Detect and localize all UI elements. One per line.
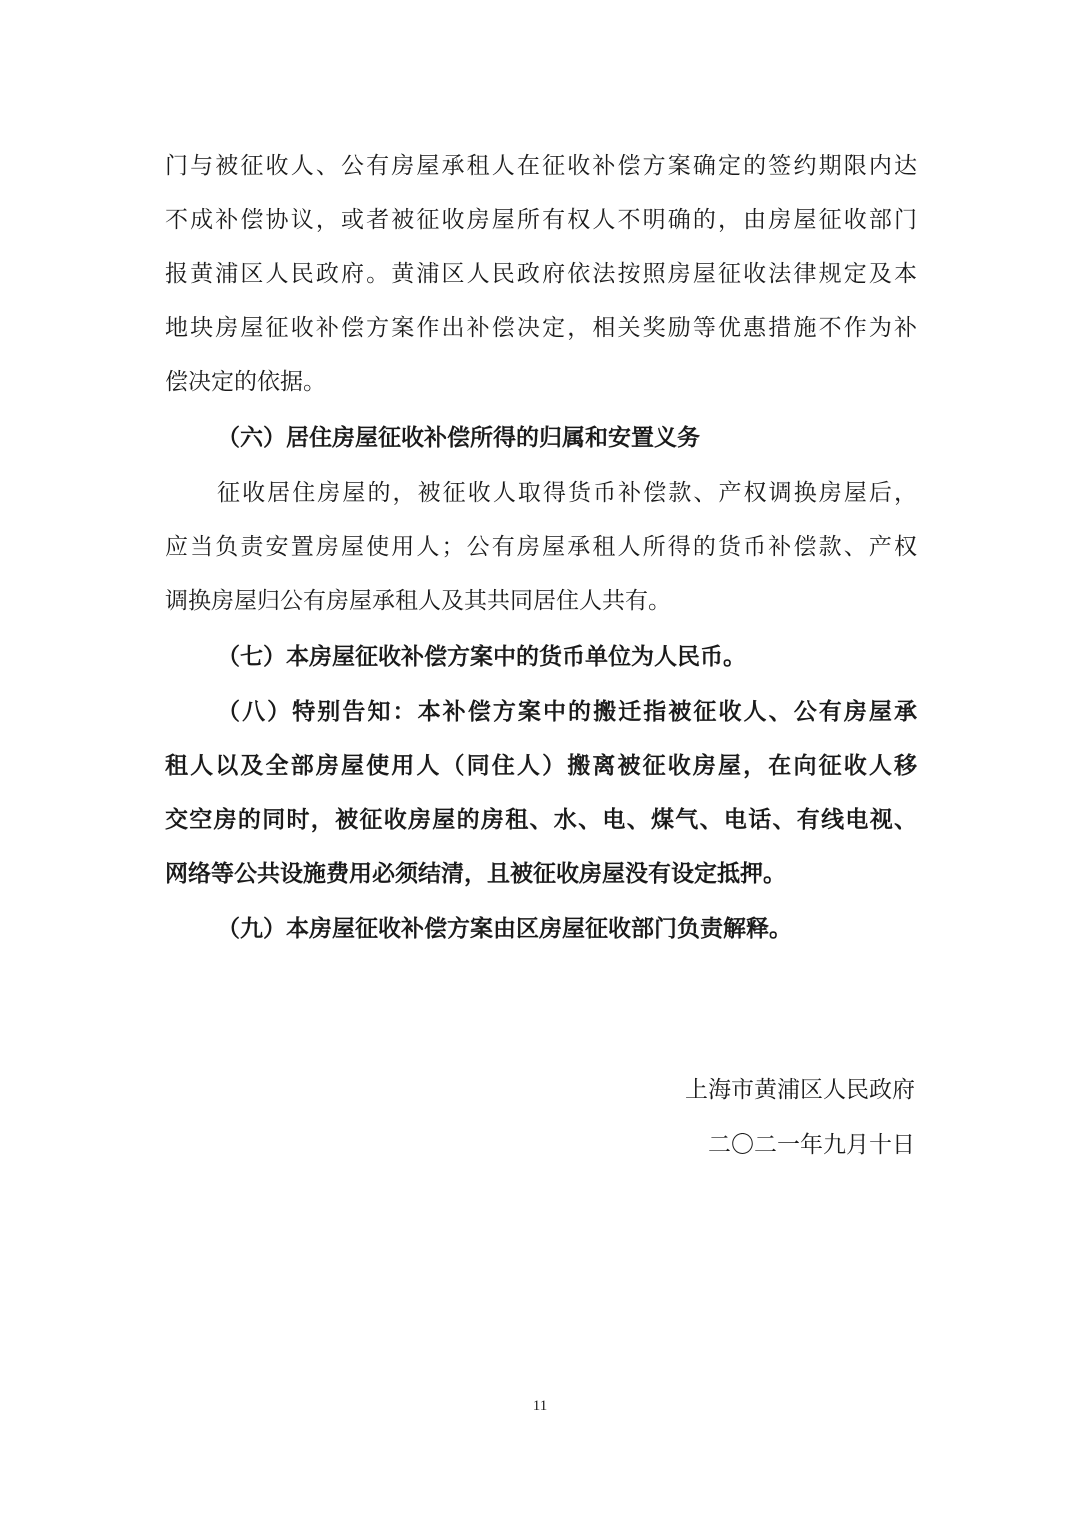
paragraph-6: [165, 466, 917, 628]
text-line: 偿决定的依据。: [165, 369, 326, 395]
text-line: 租人以及全部房屋使用人（同住人）搬离被征收房屋，在向征收人移: [165, 752, 917, 779]
issuer-signature: 上海市黄浦区人民政府: [685, 1077, 915, 1103]
text-line: 调换房屋归公有房屋承租人及其共同居住人共有。: [165, 588, 671, 614]
text-line: 交空房的同时，被征收房屋的房租、水、电、煤气、电话、有线电视、: [165, 806, 917, 833]
item-9: [165, 902, 917, 956]
text-line: 征收居住房屋的，被征收人取得货币补偿款、产权调换房屋后，: [217, 480, 917, 506]
text-line: 应当负责安置房屋使用人；公有房屋承租人所得的货币补偿款、产权: [165, 534, 917, 560]
item-8: [165, 685, 917, 901]
issue-date: 二〇二一年九月十日: [708, 1132, 915, 1158]
section-heading: （六）居住房屋征收补偿所得的归属和安置义务: [217, 424, 700, 451]
text-line: 网络等公共设施费用必须结清，且被征收房屋没有设定抵押。: [165, 860, 786, 887]
text-line: 报黄浦区人民政府。黄浦区人民政府依法按照房屋征收法律规定及本: [165, 261, 917, 287]
item-7: [165, 630, 917, 684]
text-line: 门与被征收人、公有房屋承租人在征收补偿方案确定的签约期限内达: [165, 153, 917, 179]
page-number: 11: [532, 1398, 548, 1414]
text-line: （八）特别告知：本补偿方案中的搬迁指被征收人、公有房屋承: [217, 698, 917, 725]
bold-paragraph: （九）本房屋征收补偿方案由区房屋征收部门负责解释。: [217, 915, 792, 942]
paragraph-continued: [165, 139, 917, 409]
text-line: 地块房屋征收补偿方案作出补偿决定，相关奖励等优惠措施不作为补: [165, 315, 917, 341]
text-line: 不成补偿协议，或者被征收房屋所有权人不明确的，由房屋征收部门: [165, 207, 917, 233]
section-heading-6: [165, 411, 917, 465]
bold-paragraph: （七）本房屋征收补偿方案中的货币单位为人民币。: [217, 643, 746, 670]
